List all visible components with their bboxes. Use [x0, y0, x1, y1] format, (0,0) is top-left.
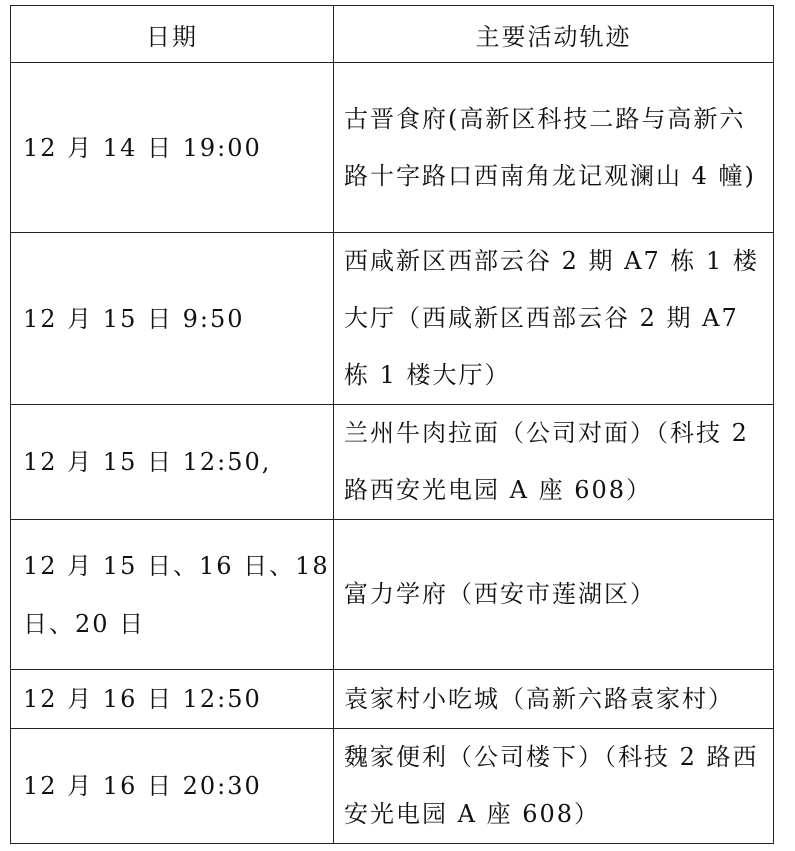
table-row — [11, 670, 774, 729]
itinerary-table — [10, 5, 774, 844]
table-row — [11, 233, 774, 405]
itinerary-table-container — [10, 5, 773, 844]
row-location: 袁家村小吃城（高新六路袁家村） — [334, 670, 774, 729]
row-location: 富力学府（西安市莲湖区） — [334, 520, 774, 670]
table-row — [11, 63, 774, 233]
header-main-activity-track: 主要活动轨迹 — [334, 6, 774, 63]
row-date: 12 月 15 日 12:50, — [11, 405, 334, 520]
row-location: 兰州牛肉拉面（公司对面）（科技 2 路西安光电园 A 座 608） — [334, 405, 774, 520]
row-location: 古晋食府(高新区科技二路与高新六路十字路口西南角龙记观澜山 4 幢) — [334, 63, 774, 233]
row-date: 12 月 15 日 9:50 — [11, 233, 334, 405]
table-row — [11, 405, 774, 520]
row-date: 12 月 15 日、16 日、18 日、20 日 — [11, 520, 334, 670]
header-date: 日期 — [11, 6, 334, 63]
row-location: 西咸新区西部云谷 2 期 A7 栋 1 楼大厅（西咸新区西部云谷 2 期 A7 栋 1 楼大厅） — [334, 233, 774, 405]
table-row — [11, 729, 774, 844]
row-date: 12 月 16 日 20:30 — [11, 729, 334, 844]
row-date: 12 月 14 日 19:00 — [11, 63, 334, 233]
row-location: 魏家便利（公司楼下）（科技 2 路西安光电园 A 座 608） — [334, 729, 774, 844]
table-row — [11, 520, 774, 670]
row-date: 12 月 16 日 12:50 — [11, 670, 334, 729]
table-header-row — [11, 6, 774, 63]
